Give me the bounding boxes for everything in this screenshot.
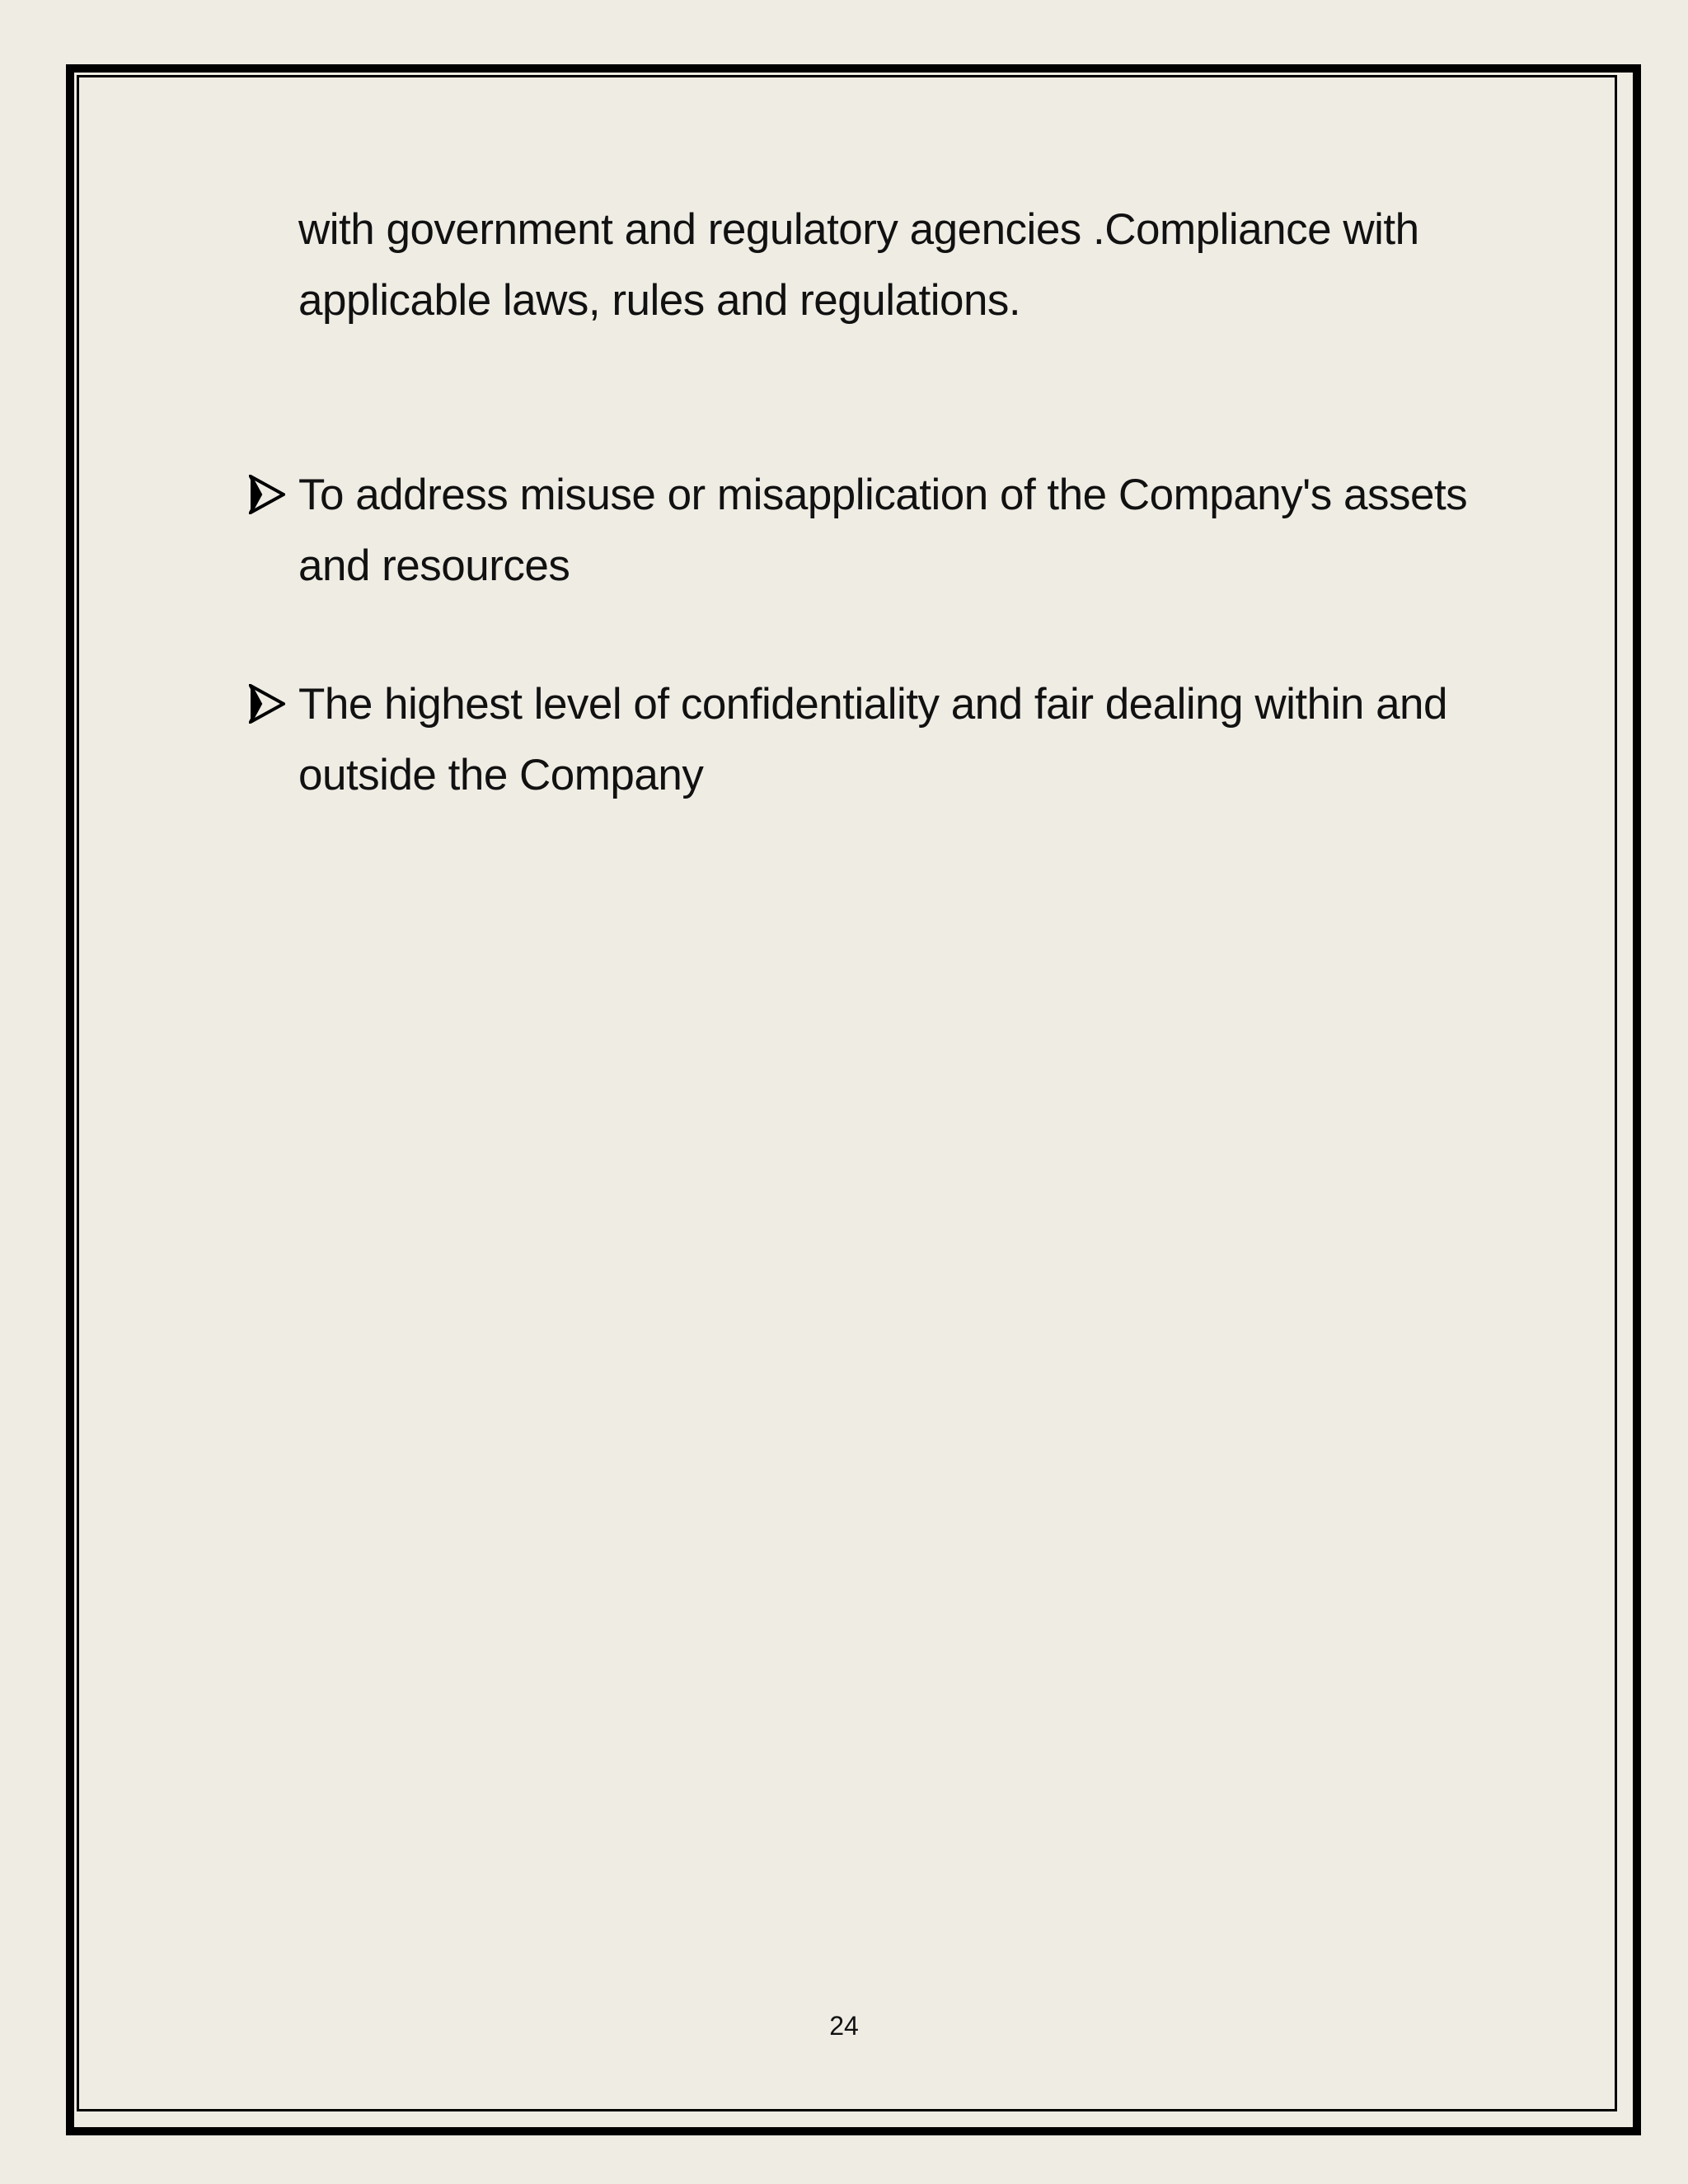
bullet-text: The highest level of confidentiality and fair dealing within and outside the Company [298, 680, 1448, 799]
page-number: 24 [829, 2011, 859, 2041]
arrow-bullet-icon [249, 475, 285, 514]
page-border-inner [77, 75, 1617, 2111]
arrow-bullet-icon [249, 684, 285, 724]
continuation-paragraph: with government and regulatory agencies .Compliance with applicable laws, rules and regulations. [298, 205, 1419, 325]
bullet-text: To address misuse or misapplication of the Company's assets and resources [298, 471, 1468, 590]
